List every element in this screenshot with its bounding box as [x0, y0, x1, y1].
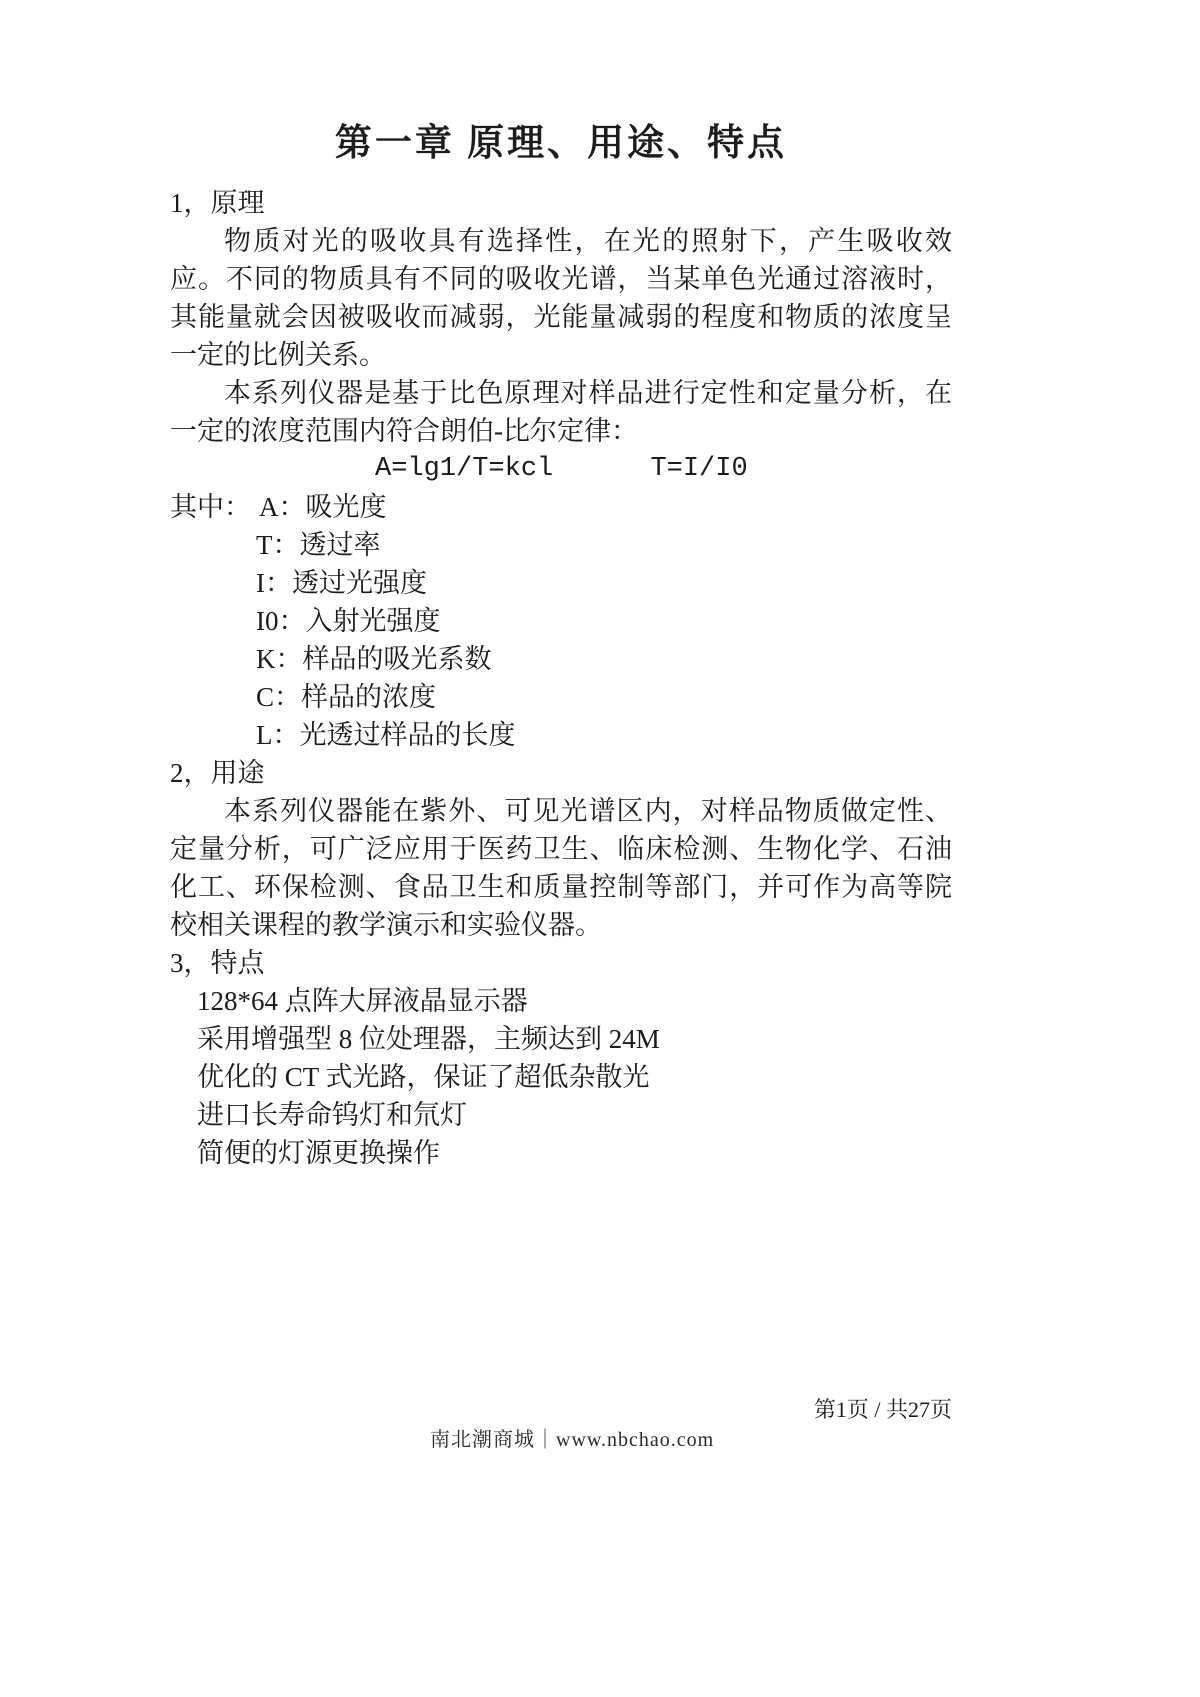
- paragraph: 本系列仪器是基于比色原理对样品进行定性和定量分析，在一定的浓度范围内符合朗伯-比尔定律：: [170, 378, 952, 446]
- watermark: 南北潮商城｜www.nbchao.com: [430, 1429, 715, 1451]
- feature-item: 128*64 点阵大屏液晶显示器: [197, 986, 528, 1016]
- page-indicator: 第1页 / 共27页: [813, 1397, 952, 1422]
- definition-item: I0：入射光强度: [256, 606, 441, 636]
- section-features: [170, 944, 952, 1172]
- feature-item: 采用增强型 8 位处理器，主频达到 24M: [197, 1024, 660, 1054]
- feature-item: 优化的 CT 式光路，保证了超低杂散光: [197, 1062, 650, 1092]
- definition-item: L：光透过样品的长度: [256, 720, 516, 750]
- document-content: [170, 118, 952, 1172]
- section-principle: [170, 184, 952, 754]
- section-heading: 2，用途: [170, 758, 265, 788]
- formula: A=lg1/T=kcl T=I/I0: [375, 454, 748, 484]
- feature-item: 进口长寿命钨灯和氘灯: [197, 1100, 467, 1130]
- feature-item: 简便的灯源更换操作: [197, 1138, 440, 1168]
- paragraph: 物质对光的吸收具有选择性，在光的照射下，产生吸收效应。不同的物质具有不同的吸收光谱，当某单色光通过溶液时，其能量就会因被吸收而减弱，光能量减弱的程度和物质的浓度呈一定的比例关系。: [170, 226, 952, 370]
- paragraph: 本系列仪器能在紫外、可见光谱区内，对样品物质做定性、定量分析，可广泛应用于医药卫生、临床检测、生物化学、石油化工、环保检测、食品卫生和质量控制等部门，并可作为高等院校相关课程的教学演示和实验仪器。: [170, 796, 952, 940]
- section-heading: 3，特点: [170, 948, 265, 978]
- definition-item: A：吸光度: [259, 492, 387, 522]
- page-title: 第一章 原理、用途、特点: [334, 123, 788, 164]
- definition-first-line: [170, 488, 952, 526]
- where-label: 其中：: [170, 492, 251, 522]
- section-heading: 1，原理: [170, 188, 265, 218]
- definition-item: C：样品的浓度: [256, 682, 437, 712]
- section-usage: [170, 754, 952, 944]
- definition-item: T：透过率: [256, 530, 381, 560]
- definition-item: I：透过光强度: [256, 568, 427, 598]
- definition-item: K：样品的吸光系数: [256, 644, 492, 674]
